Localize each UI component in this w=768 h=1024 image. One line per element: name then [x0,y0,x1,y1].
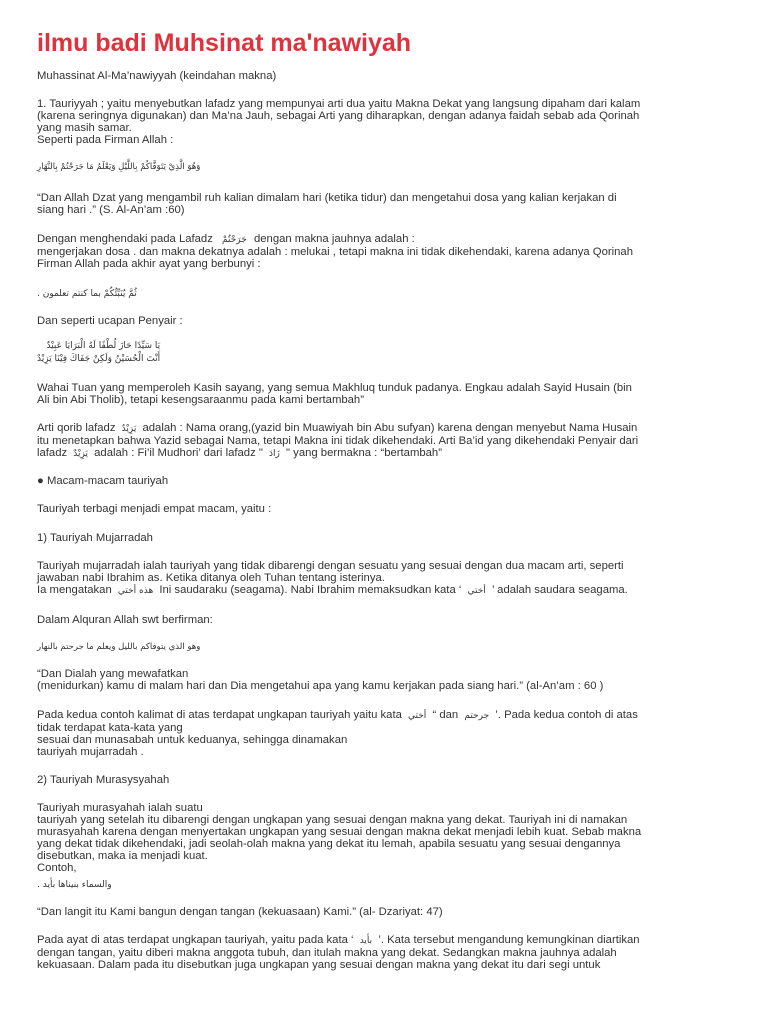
text-line: sesuai dan munasabah untuk keduanya, sehingga dinamakan [37,734,348,746]
text-fragment: Ia mengatakan [37,584,112,596]
text-line: Firman Allah pada akhir ayat yang berbunyi : [37,258,261,270]
text-line: Seperti pada Firman Allah : [37,134,174,146]
text-line [37,934,749,947]
paragraph-mujarradah [37,560,749,597]
text-line [37,709,749,722]
text-line: jawaban nabi Ibrahim as. Ketika ditanya oleh Tuhan tentang isterinya. [37,572,385,584]
text-line: Wahai Tuan yang memperoleh Kasih sayang, yang semua Makhluq tunduk padanya. Engkau adalah Sayid Husain (bin [37,382,632,394]
arabic-verse-4 [37,878,112,891]
text-line: tauriyah mujarradah . [37,746,144,758]
text-line: disebutkan, maka ia menjadi kuat. [37,850,208,862]
text-line: siang hari .” (S. Al-An’am :60) [37,204,185,216]
arabic-word: بأيد [359,936,373,946]
text-line: (menidurkan) kamu di malam hari dan Dia mengetahui apa yang kamu kerjakan pada siang hari.” (al-An’am : 60 ) [37,680,604,692]
text-line: “Dan Allah Dzat yang mengambil ruh kalian dimalam hari (ketika tidur) dan mengetahui dosa yang kalian kerjakan di [37,192,617,204]
poet-intro: Dan seperti ucapan Penyair : [37,315,183,327]
section-bullet-macam: ● Macam-macam tauriyah [37,475,169,487]
paragraph-yazid [37,422,749,460]
text-fragment: Pada kedua contoh kalimat di atas terdapat ungkapan tauriyah yaitu kata [37,709,402,721]
arabic-word: جَرَحْتُمْ [222,235,247,245]
text-line: “Dan Dialah yang mewafatkan [37,668,189,680]
text-fragment: " yang bermakna : “bertambah” [286,447,442,459]
arabic-text: والسماء بنيناها بأيد . [37,880,112,890]
text-fragment: Dengan menghendaki pada Lafadz [37,233,213,245]
text-line: mengerjakan dosa . dan makna dekatnya adalah : melukai , tetapi makna ini tidak dikehendaki, karena adanya Qorinah [37,246,633,258]
paragraph-murasysyahah [37,802,749,874]
text-line: yang dekat tidak dikehendaki, jadi seolah-olah makna yang dekat itu lemah, apabila sesuatu yang sesuai dengannya [37,838,621,850]
text-line: murasyahah karena dengan menyertakan ungkapan yang sesuai dengan makna dekat menjadi lebih kuat. Sebab makna [37,826,642,838]
poem-line: أَنْتَ الْحُسَيْنُ وَلَكِنْ جَفَاكَ فِيْنَا يَزِيْدٌ [37,354,161,364]
translation-4: “Dan langit itu Kami bangun dengan tangan (kekuasaan) Kami.” (al- Dzariyat: 47) [37,906,443,918]
paragraph-bi-aidin [37,934,749,971]
arabic-text: وهو الذي يتوفاكم بالليل ويعلم ما جرحتم بالنهار [37,642,201,652]
paragraph-alquran: Dalam Alquran Allah swt berfirman: [37,614,213,626]
text-fragment: Pada ayat di atas terdapat ungkapan tauriyah, yaitu pada kata ‘ [37,934,354,946]
text-line: itu menetapkan bahwa Yazid sebagai Nama, tetapi Makna ini tidak dikehendaki. Arti Ba’id yang dikehendaki Penyair dari [37,435,639,447]
text-line [37,422,749,435]
text-fragment: lafadz [37,447,68,459]
arabic-word: أختي [408,711,427,721]
arabic-word: جرحتم [464,711,490,721]
text-fragment: Ini saudaraku (seagama). Nabi Ibrahim memaksudkan kata ‘ [159,584,462,596]
translation-3 [37,668,749,692]
arabic-word: هذه أختي [117,586,154,596]
heading-murasysyahah: 2) Tauriyah Murasysyahah [37,774,170,786]
text-fragment: “ dan [432,709,459,721]
arabic-word: زَادَ [269,449,280,459]
arabic-verse-3 [37,640,200,653]
page-title: ilmu badi Muhsinat ma'nawiyah [37,29,412,57]
text-line: Tauriyah murasyahah ialah suatu [37,802,203,814]
text-line [37,584,749,597]
arabic-word: يَزِيْدٌ [121,424,137,434]
arabic-word: أختي [467,586,486,596]
text-line: dengan tangan, yaitu diberi makna anggota tubuh, dan itulah makna yang dekat. Sedangkan makna jauhnya adalah [37,947,617,959]
text-line: Contoh, [37,862,77,874]
text-line: tidak terdapat kata-kata yang [37,722,183,734]
text-line: (karena seringnya digunakan) dan Ma’na Jauh, sebagai Arti yang diharapkan, dengan adanya faidah sebab ada Qorinah [37,110,640,122]
text-line: 1. Tauriyyah ; yaitu menyebutkan lafadz yang mempunyai arti dua yaitu Makna Dekat yang langsung dipaham dari kalam [37,98,641,110]
arabic-text: ثُمَّ يُنَبِّئُكُمْ بما كنتم تعلمون . [37,289,137,299]
text-line: kekuasaan. Dalam pada itu disebutkan juga ungkapan yang sesuai dengan makna yang dekat itu dari segi untuk [37,959,601,971]
text-line [37,447,749,460]
text-fragment: adalah : Fi’il Mudhori’ dari lafadz " [94,447,263,459]
arabic-verse-1 [37,160,200,173]
text-fragment: ’. Kata tersebut mengandung kemungkinan diartikan [378,934,640,946]
text-fragment: ’. Pada kedua contoh di atas [495,709,638,721]
text-line: tauriyah yang setelah itu dibarengi dengan ungkapan yang sesuai dengan makna yang dekat. Tauriyah ini di namakan [37,814,628,826]
poem-line: يَا سَيِّدًا حَازَ لُطْفًا لَهُ الْبَرَايَا عَبِيْدٌ [46,341,161,351]
arabic-poem [37,340,160,366]
text-fragment: Arti qorib lafadz [37,422,116,434]
paragraph-lafadz [37,233,749,270]
translation-2 [37,382,749,406]
arabic-text: وَهُوَ الَّذِيْ يَتَوَفَّاكُمْ بِاللَّيْلِ وَيَعْلَمُ مَا جَرَحْتُمْ بِالنَّهَارِ [37,162,201,172]
text-fragment: adalah : Nama orang,(yazid bin Muawiyah bin Abu sufyan) karena dengan menyebut Nama Husain [142,422,638,434]
paragraph-tauriyyah-definition [37,98,749,146]
text-line: Ali bin Abi Tholib), tetapi kesengsaraanmu pada kami bertambah” [37,394,364,406]
text-fragment: ’ adalah saudara seagama. [491,584,628,596]
arabic-verse-2 [37,287,137,300]
heading-mujarradah: 1) Tauriyah Mujarradah [37,532,153,544]
subtitle: Muhassinat Al-Ma’nawiyyah (keindahan makna) [37,70,277,82]
text-line: Tauriyah mujarradah ialah tauriyah yang tidak dibarengi dengan sesuatu yang sesuai dengan dua macam arti, seperti [37,560,624,572]
text-line: yang masih samar. [37,122,132,134]
translation-1 [37,192,749,216]
paragraph-empat-macam: Tauriyah terbagi menjadi empat macam, yaitu : [37,503,272,515]
text-line [37,233,749,246]
text-fragment: dengan makna jauhnya adalah : [253,233,415,245]
paragraph-kedua-contoh [37,709,749,758]
arabic-word: يَزِيْدٌ [73,449,88,459]
